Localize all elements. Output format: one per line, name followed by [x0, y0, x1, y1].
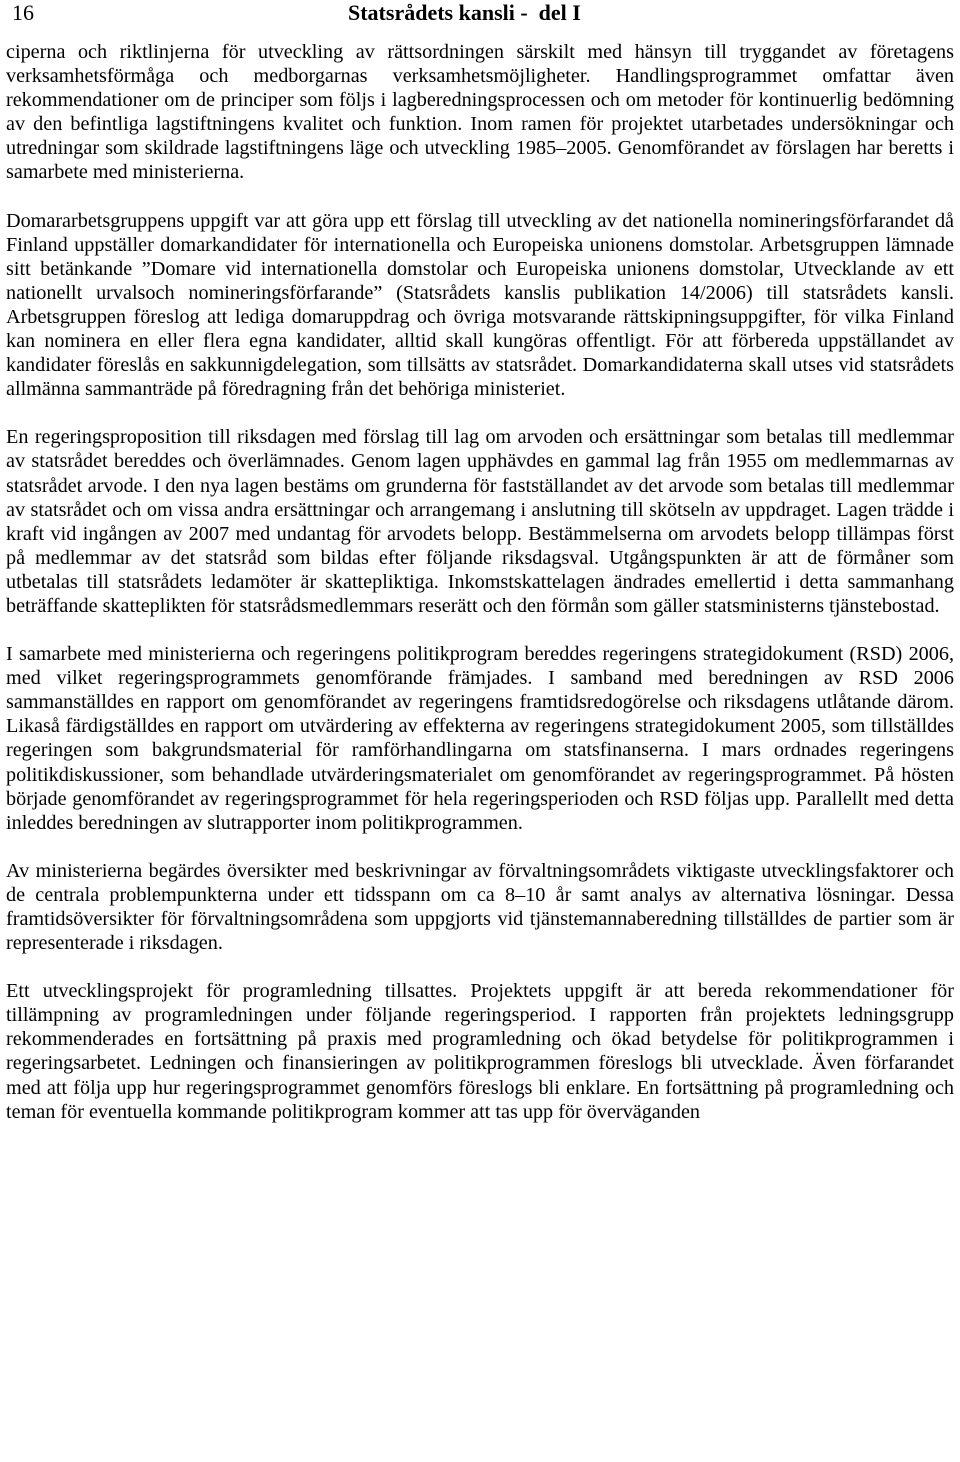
page-header — [6, 0, 954, 40]
paragraph-programme-management: Ett utvecklingsprojekt för programledning tillsattes. Projektets uppgift är att bereda rekommendationer för tillämpning av programledningen under följande regeringsperiod. I rapporten från projektets ledningsgrupp rekommenderades en fortsättning på praxis med programledning och ökad betydelse för politikprogrammen i regeringsarbetet. Ledningen och finansieringen av politikprogrammen föreslogs bli utvecklade. Även förfarandet med att följa upp hur regeringsprogrammet genomförs föreslogs bli enklare. En fortsättning på programledning och teman för eventuella kommande politikprogram kommer att tas upp för överväganden — [6, 980, 954, 1123]
paragraph-strategy-document: I samarbete med ministerierna och regeringens politikprogram bereddes regeringens strategidokument (RSD) 2006, med vilket regeringsprogrammets genomförande främjades. I samband med beredningen av RSD 2006 sammanställdes en rapport om genomförandet av regeringens framtidsredogörelse och riksdagens utlåtande därom. Likaså färdigställdes en rapport om utvärdering av effekterna av regeringens strategidokument 2005, som tillställdes regeringen som bakgrundsmaterial för ramförhandlingarna om statsfinanserna. I mars ordnades regeringens politikdiskussioner, som behandlade utvärderingsmaterialet om genomförandet av regeringsprogrammet. På hösten började genomförandet av regeringsprogrammet för hela regeringsperioden och RSD följas upp. Parallellt med detta inleddes beredningen av slutrapporter inom politikprogrammen. — [6, 643, 954, 834]
paragraph-ministers-remuneration: En regeringsproposition till riksdagen med förslag till lag om arvoden och ersättningar som betalas till medlemmar av statsrådet bereddes och överlämnades. Genom lagen upphävdes en gammal lag från 1955 om medlemmarnas av statsrådet arvode. I den nya lagen bestäms om grunderna för fastställandet av det arvode som betalas till medlemmar av statsrådet och om vissa andra ersättningar och arrangemang i anslutning till skötseln av uppdraget. Lagen trädde i kraft vid ingången av 2007 med undantag för arvodets belopp. Bestämmelserna om arvodets belopp tillämpas först på medlemmar av det statsråd som bildas efter följande riksdagsval. Utgångspunkten är att de förmåner som utbetalas till statsrådets ledamöter är skattepliktiga. Inkomstskattelagen ändrades emellertid i detta sammanhang beträffande skatteplikten för statsrådsmedlemmars reserätt och den förmån som gäller statsministerns tjänstebostad. — [6, 426, 954, 617]
paragraph-judge-nomination: Domararbetsgruppens uppgift var att göra upp ett förslag till utveckling av det nationella nomineringsförfarandet då Finland uppställer domarkandidater för internationella och Europeiska unionens domstolar. Arbetsgruppen lämnade sitt betänkande ”Domare vid internationella domstolar och Europeiska unionens domstolar, Utvecklande av ett nationellt urvalsoch nomineringsförfarande” (Statsrådets kanslis publikation 14/2006) till statsrådets kansli. Arbetsgruppen föreslog att lediga domaruppdrag och övriga motsvarande rättskipningsuppgifter, för vilka Finland kan nominera en eller flera egna kandidater, alltid skall kungöras offentligt. För att förbereda uppställandet av kandidater föreslås en sakkunnigdelegation, som tillsätts av statsrådet. Domarkandidaterna skall utses vid statsrådets allmänna sammanträde på föredragning från det behöriga ministeriet. — [6, 209, 954, 401]
paragraph-law-drafting: ciperna och riktlinjerna för utveckling av rättsordningen särskilt med hänsyn till tryggandet av företagens verksamhetsförmåga och medborgarnas verksamhetsmöjligheter. Handlingsprogrammet omfattar även rekommendationer om de principer som följs i lagberedningsprocessen och om metoder för kontinuerlig bedömning av den befintliga lagstiftningens kvalitet och funktion. Inom ramen för projektet utarbetades undersökningar och utredningar som skildrade lagstiftningens läge och utveckling 1985–2005. Genomförandet av förslagen har beretts i samarbete med ministerierna. — [6, 41, 954, 184]
body-text — [6, 40, 954, 1124]
running-title: Statsrådets kansli - del I — [348, 0, 581, 25]
page-number: 16 — [12, 0, 34, 25]
paragraph-future-reviews: Av ministerierna begärdes översikter med beskrivningar av förvaltningsområdets viktigaste utvecklingsfaktorer och de centrala problempunkterna under ett tidsspann om ca 8–10 år samt analys av alternativa lösningar. Dessa framtidsöversikter för förvaltningsområdena som uppgjorts vid tjänstemannaberedning tillställdes de partier som är representerade i riksdagen. — [6, 859, 954, 955]
